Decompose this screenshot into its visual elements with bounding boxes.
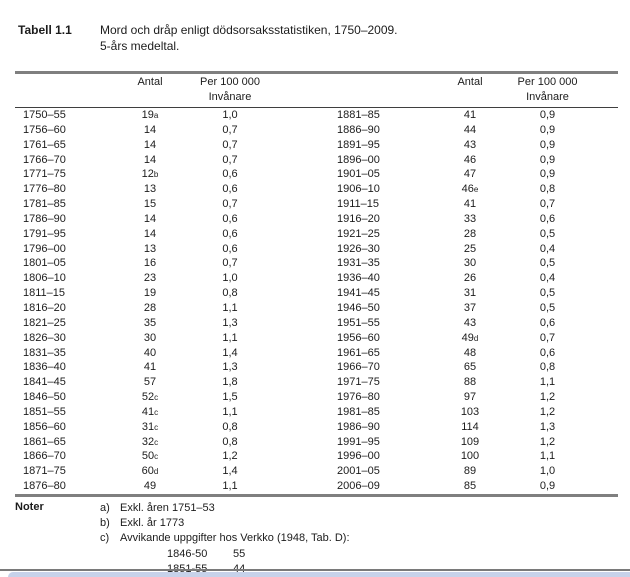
rate-cell: 1,3 (222, 361, 238, 374)
note-item (100, 501, 350, 516)
footnote-letter: b (153, 170, 159, 180)
period-cell: 1996–00 (337, 450, 380, 463)
note-item (100, 531, 350, 546)
rate-cell: 0,8 (222, 420, 238, 433)
period-cell: 1981–85 (337, 405, 380, 418)
period-cell: 1750–55 (23, 109, 66, 121)
statistics-table (15, 71, 618, 497)
count-cell: 32c (141, 435, 159, 448)
count-cell: 41 (463, 198, 477, 211)
footnote-letter: c (154, 393, 159, 403)
page-bottom-rule (0, 569, 630, 571)
rate-cell: 0,9 (539, 138, 556, 151)
col-header-per100000-right: Per 100 000 (517, 76, 578, 88)
period-cell: 1976–80 (337, 391, 380, 404)
count-cell: 28 (143, 301, 157, 314)
table-row (15, 242, 618, 257)
rate-cell: 1,4 (222, 346, 238, 359)
period-cell: 1786–90 (23, 212, 66, 225)
count-cell: 30 (143, 331, 157, 344)
rate-cell: 1,8 (222, 376, 238, 389)
count-cell: 25 (463, 242, 477, 255)
footnote-letter: e (473, 185, 479, 195)
period-cell: 1866–70 (23, 450, 66, 463)
period-cell: 2006–09 (337, 480, 380, 493)
rate-cell: 1,4 (222, 465, 238, 478)
count-cell: 46e (461, 183, 479, 196)
count-cell: 57 (143, 376, 157, 389)
footnote-letter: d (153, 467, 159, 477)
period-cell: 1821–25 (23, 316, 66, 329)
period-cell: 1791–95 (23, 227, 66, 240)
rate-cell: 1,2 (222, 450, 238, 463)
table-row (15, 360, 618, 375)
footnote-letter: c (154, 452, 159, 462)
col-header-invanare-left: Invånare (208, 91, 252, 103)
rate-cell: 0,7 (539, 331, 556, 344)
count-cell: 85 (463, 480, 477, 493)
count-cell: 48 (463, 346, 477, 359)
count-cell: 30 (463, 257, 477, 270)
table-row (15, 271, 618, 286)
rate-cell: 0,5 (539, 287, 556, 300)
note-subtable-value: 55 (233, 547, 246, 560)
note-text: Avvikande uppgifter hos Verkko (1948, Tab. D): (120, 532, 350, 545)
rate-cell: 0,7 (222, 198, 238, 211)
rate-cell: 0,6 (222, 227, 238, 240)
period-cell: 1966–70 (337, 361, 380, 374)
table-caption (18, 22, 398, 54)
count-cell: 37 (463, 301, 477, 314)
note-marker: a) (100, 502, 110, 514)
rate-cell: 0,7 (222, 257, 238, 270)
period-cell: 1891–95 (337, 138, 380, 151)
rate-cell: 1,1 (222, 301, 238, 314)
rate-cell: 0,9 (539, 168, 556, 181)
footnote-letter: d (473, 333, 479, 343)
table-row (15, 464, 618, 479)
count-cell: 40 (143, 346, 157, 359)
count-cell: 89 (463, 465, 477, 478)
table-row (15, 331, 618, 346)
count-cell: 52c (141, 391, 159, 404)
table-body (15, 108, 618, 494)
rate-cell: 0,6 (539, 316, 556, 329)
rate-cell: 0,9 (539, 123, 556, 136)
count-cell: 15 (143, 198, 157, 211)
period-cell: 1971–75 (337, 376, 380, 389)
table-row (15, 256, 618, 271)
note-marker: b) (100, 517, 110, 530)
note-subtable-period: 1846-50 (167, 547, 208, 560)
rate-cell: 0,9 (539, 109, 556, 121)
footnote-letter: c (154, 437, 159, 447)
count-cell: 50c (141, 450, 159, 463)
count-cell: 19 (143, 287, 157, 300)
rate-cell: 0,6 (222, 183, 238, 196)
table-row (15, 390, 618, 405)
period-cell: 1856–60 (23, 420, 66, 433)
count-cell: 46 (463, 153, 477, 166)
period-cell: 1806–10 (23, 272, 66, 285)
period-cell: 1871–75 (23, 465, 66, 478)
count-cell: 13 (143, 242, 157, 255)
col-header-antal-right: Antal (457, 76, 483, 88)
period-cell: 1876–80 (23, 480, 66, 493)
table-row (15, 138, 618, 153)
period-cell: 1896–00 (337, 153, 380, 166)
period-cell: 1986–90 (337, 420, 380, 433)
count-cell: 14 (143, 227, 157, 240)
notes-list (100, 501, 350, 577)
table-row (15, 449, 618, 464)
table-row (15, 479, 618, 494)
notes-label: Noter (15, 501, 44, 513)
period-cell: 1881–85 (337, 109, 380, 121)
next-page-edge (8, 572, 630, 577)
period-cell: 1836–40 (23, 361, 66, 374)
period-cell: 1766–70 (23, 153, 66, 166)
period-cell: 1911–15 (337, 198, 380, 211)
period-cell: 1851–55 (23, 405, 66, 418)
rate-cell: 0,9 (539, 480, 556, 493)
count-cell: 14 (143, 138, 157, 151)
table-row (15, 405, 618, 420)
rate-cell: 0,7 (222, 153, 238, 166)
rate-cell: 1,0 (222, 272, 238, 285)
count-cell: 109 (460, 435, 480, 448)
period-cell: 1781–85 (23, 198, 66, 211)
period-cell: 1956–60 (337, 331, 380, 344)
count-cell: 49d (461, 331, 479, 344)
rate-cell: 1,2 (539, 405, 556, 418)
footnote-letter: c (154, 407, 159, 417)
rate-cell: 1,1 (539, 376, 556, 389)
period-cell: 1776–80 (23, 183, 66, 196)
count-cell: 44 (463, 123, 477, 136)
count-cell: 26 (463, 272, 477, 285)
count-cell: 100 (460, 450, 480, 463)
notes-section (15, 501, 350, 577)
rate-cell: 0,5 (539, 257, 556, 270)
count-cell: 88 (463, 376, 477, 389)
period-cell: 1991–95 (337, 435, 380, 448)
table-header-row-1 (15, 75, 618, 90)
period-cell: 1916–20 (337, 212, 380, 225)
table-title-line2: 5-års medeltal. (100, 39, 180, 53)
count-cell: 31 (463, 287, 477, 300)
count-cell: 41c (141, 405, 159, 418)
period-cell: 1951–55 (337, 316, 380, 329)
period-cell: 1831–35 (23, 346, 66, 359)
rate-cell: 0,4 (539, 272, 556, 285)
count-cell: 14 (143, 212, 157, 225)
rate-cell: 0,7 (222, 138, 238, 151)
period-cell: 1961–65 (337, 346, 380, 359)
note-item (100, 516, 350, 531)
rate-cell: 0,6 (222, 242, 238, 255)
rate-cell: 1,1 (222, 331, 238, 344)
period-cell: 1946–50 (337, 301, 380, 314)
rate-cell: 0,8 (222, 435, 238, 448)
table-row (15, 182, 618, 197)
col-header-antal-left: Antal (137, 76, 163, 88)
count-cell: 13 (143, 183, 157, 196)
period-cell: 2001–05 (337, 465, 380, 478)
table-row (15, 108, 618, 123)
count-cell: 23 (143, 272, 157, 285)
count-cell: 41 (143, 361, 157, 374)
count-cell: 43 (463, 138, 477, 151)
note-marker: c) (100, 532, 110, 545)
period-cell: 1861–65 (23, 435, 66, 448)
table-row (15, 123, 618, 138)
rate-cell: 0,6 (222, 212, 238, 225)
count-cell: 114 (461, 420, 479, 433)
period-cell: 1756–60 (23, 123, 66, 136)
period-cell: 1906–10 (337, 183, 380, 196)
table-title-line1: Mord och dråp enligt dödsorsaksstatistiken, 1750–2009. (100, 23, 398, 37)
rate-cell: 0,7 (222, 123, 238, 136)
table-row (15, 301, 618, 316)
footnote-letter: c (154, 422, 159, 432)
count-cell: 33 (463, 212, 477, 225)
rate-cell: 1,1 (539, 450, 556, 463)
table-row (15, 212, 618, 227)
count-cell: 43 (463, 316, 477, 329)
count-cell: 14 (143, 153, 157, 166)
count-cell: 103 (460, 405, 480, 418)
table-row (15, 346, 618, 361)
period-cell: 1926–30 (337, 242, 380, 255)
period-cell: 1841–45 (23, 376, 66, 389)
count-cell: 49 (143, 480, 157, 493)
table-header-row-2 (15, 90, 618, 105)
table-row (15, 167, 618, 182)
count-cell: 41 (463, 109, 477, 121)
count-cell: 28 (463, 227, 477, 240)
period-cell: 1941–45 (337, 287, 380, 300)
rate-cell: 0,6 (539, 212, 556, 225)
rate-cell: 0,5 (539, 301, 556, 314)
rate-cell: 0,5 (539, 227, 556, 240)
rate-cell: 0,6 (539, 346, 556, 359)
rate-cell: 1,0 (222, 109, 238, 121)
count-cell: 14 (143, 123, 157, 136)
count-cell: 97 (463, 391, 477, 404)
rate-cell: 0,6 (222, 168, 238, 181)
count-cell: 35 (143, 316, 157, 329)
rate-cell: 0,4 (539, 242, 556, 255)
table-title (100, 22, 398, 54)
rate-cell: 1,5 (222, 391, 238, 404)
count-cell: 60d (141, 465, 159, 478)
table-row (15, 286, 618, 301)
period-cell: 1826–30 (23, 331, 66, 344)
col-header-invanare-right: Invånare (526, 91, 569, 103)
note-text: Exkl. år 1773 (120, 517, 185, 530)
count-cell: 16 (143, 257, 157, 270)
rate-cell: 1,3 (539, 420, 556, 433)
period-cell: 1761–65 (23, 138, 66, 151)
rate-cell: 0,8 (539, 361, 556, 374)
period-cell: 1811–15 (23, 287, 66, 300)
rate-cell: 1,1 (222, 405, 238, 418)
col-header-per100000-left: Per 100 000 (200, 76, 260, 88)
period-cell: 1816–20 (23, 301, 66, 314)
rate-cell: 1,0 (539, 465, 556, 478)
period-cell: 1931–35 (337, 257, 380, 270)
table-row (15, 420, 618, 435)
table-header (15, 71, 618, 108)
rate-cell: 1,3 (222, 316, 238, 329)
period-cell: 1936–40 (337, 272, 380, 285)
count-cell: 65 (463, 361, 477, 374)
rate-cell: 1,1 (222, 480, 238, 493)
rate-cell: 0,7 (539, 198, 556, 211)
rate-cell: 0,8 (222, 287, 238, 300)
table-row (15, 375, 618, 390)
table-row (15, 435, 618, 450)
table-row (15, 197, 618, 212)
footnote-letter: a (153, 111, 159, 120)
period-cell: 1921–25 (337, 227, 380, 240)
table-row (15, 227, 618, 242)
table-row (15, 153, 618, 168)
note-text: Exkl. åren 1751–53 (120, 502, 215, 514)
count-cell: 47 (463, 168, 477, 181)
period-cell: 1801–05 (23, 257, 66, 270)
table-label: Tabell 1.1 (18, 23, 72, 37)
count-cell: 31c (141, 420, 159, 433)
count-cell: 19a (141, 109, 159, 121)
period-cell: 1796–00 (23, 242, 66, 255)
count-cell: 12b (141, 168, 159, 181)
period-cell: 1901–05 (337, 168, 380, 181)
table-row (15, 316, 618, 331)
rate-cell: 1,2 (539, 435, 556, 448)
period-cell: 1771–75 (23, 168, 66, 181)
period-cell: 1846–50 (23, 391, 66, 404)
rate-cell: 1,2 (539, 391, 556, 404)
rate-cell: 0,9 (539, 153, 556, 166)
period-cell: 1886–90 (337, 123, 380, 136)
rate-cell: 0,8 (539, 183, 556, 196)
note-subtable-row (100, 547, 350, 562)
